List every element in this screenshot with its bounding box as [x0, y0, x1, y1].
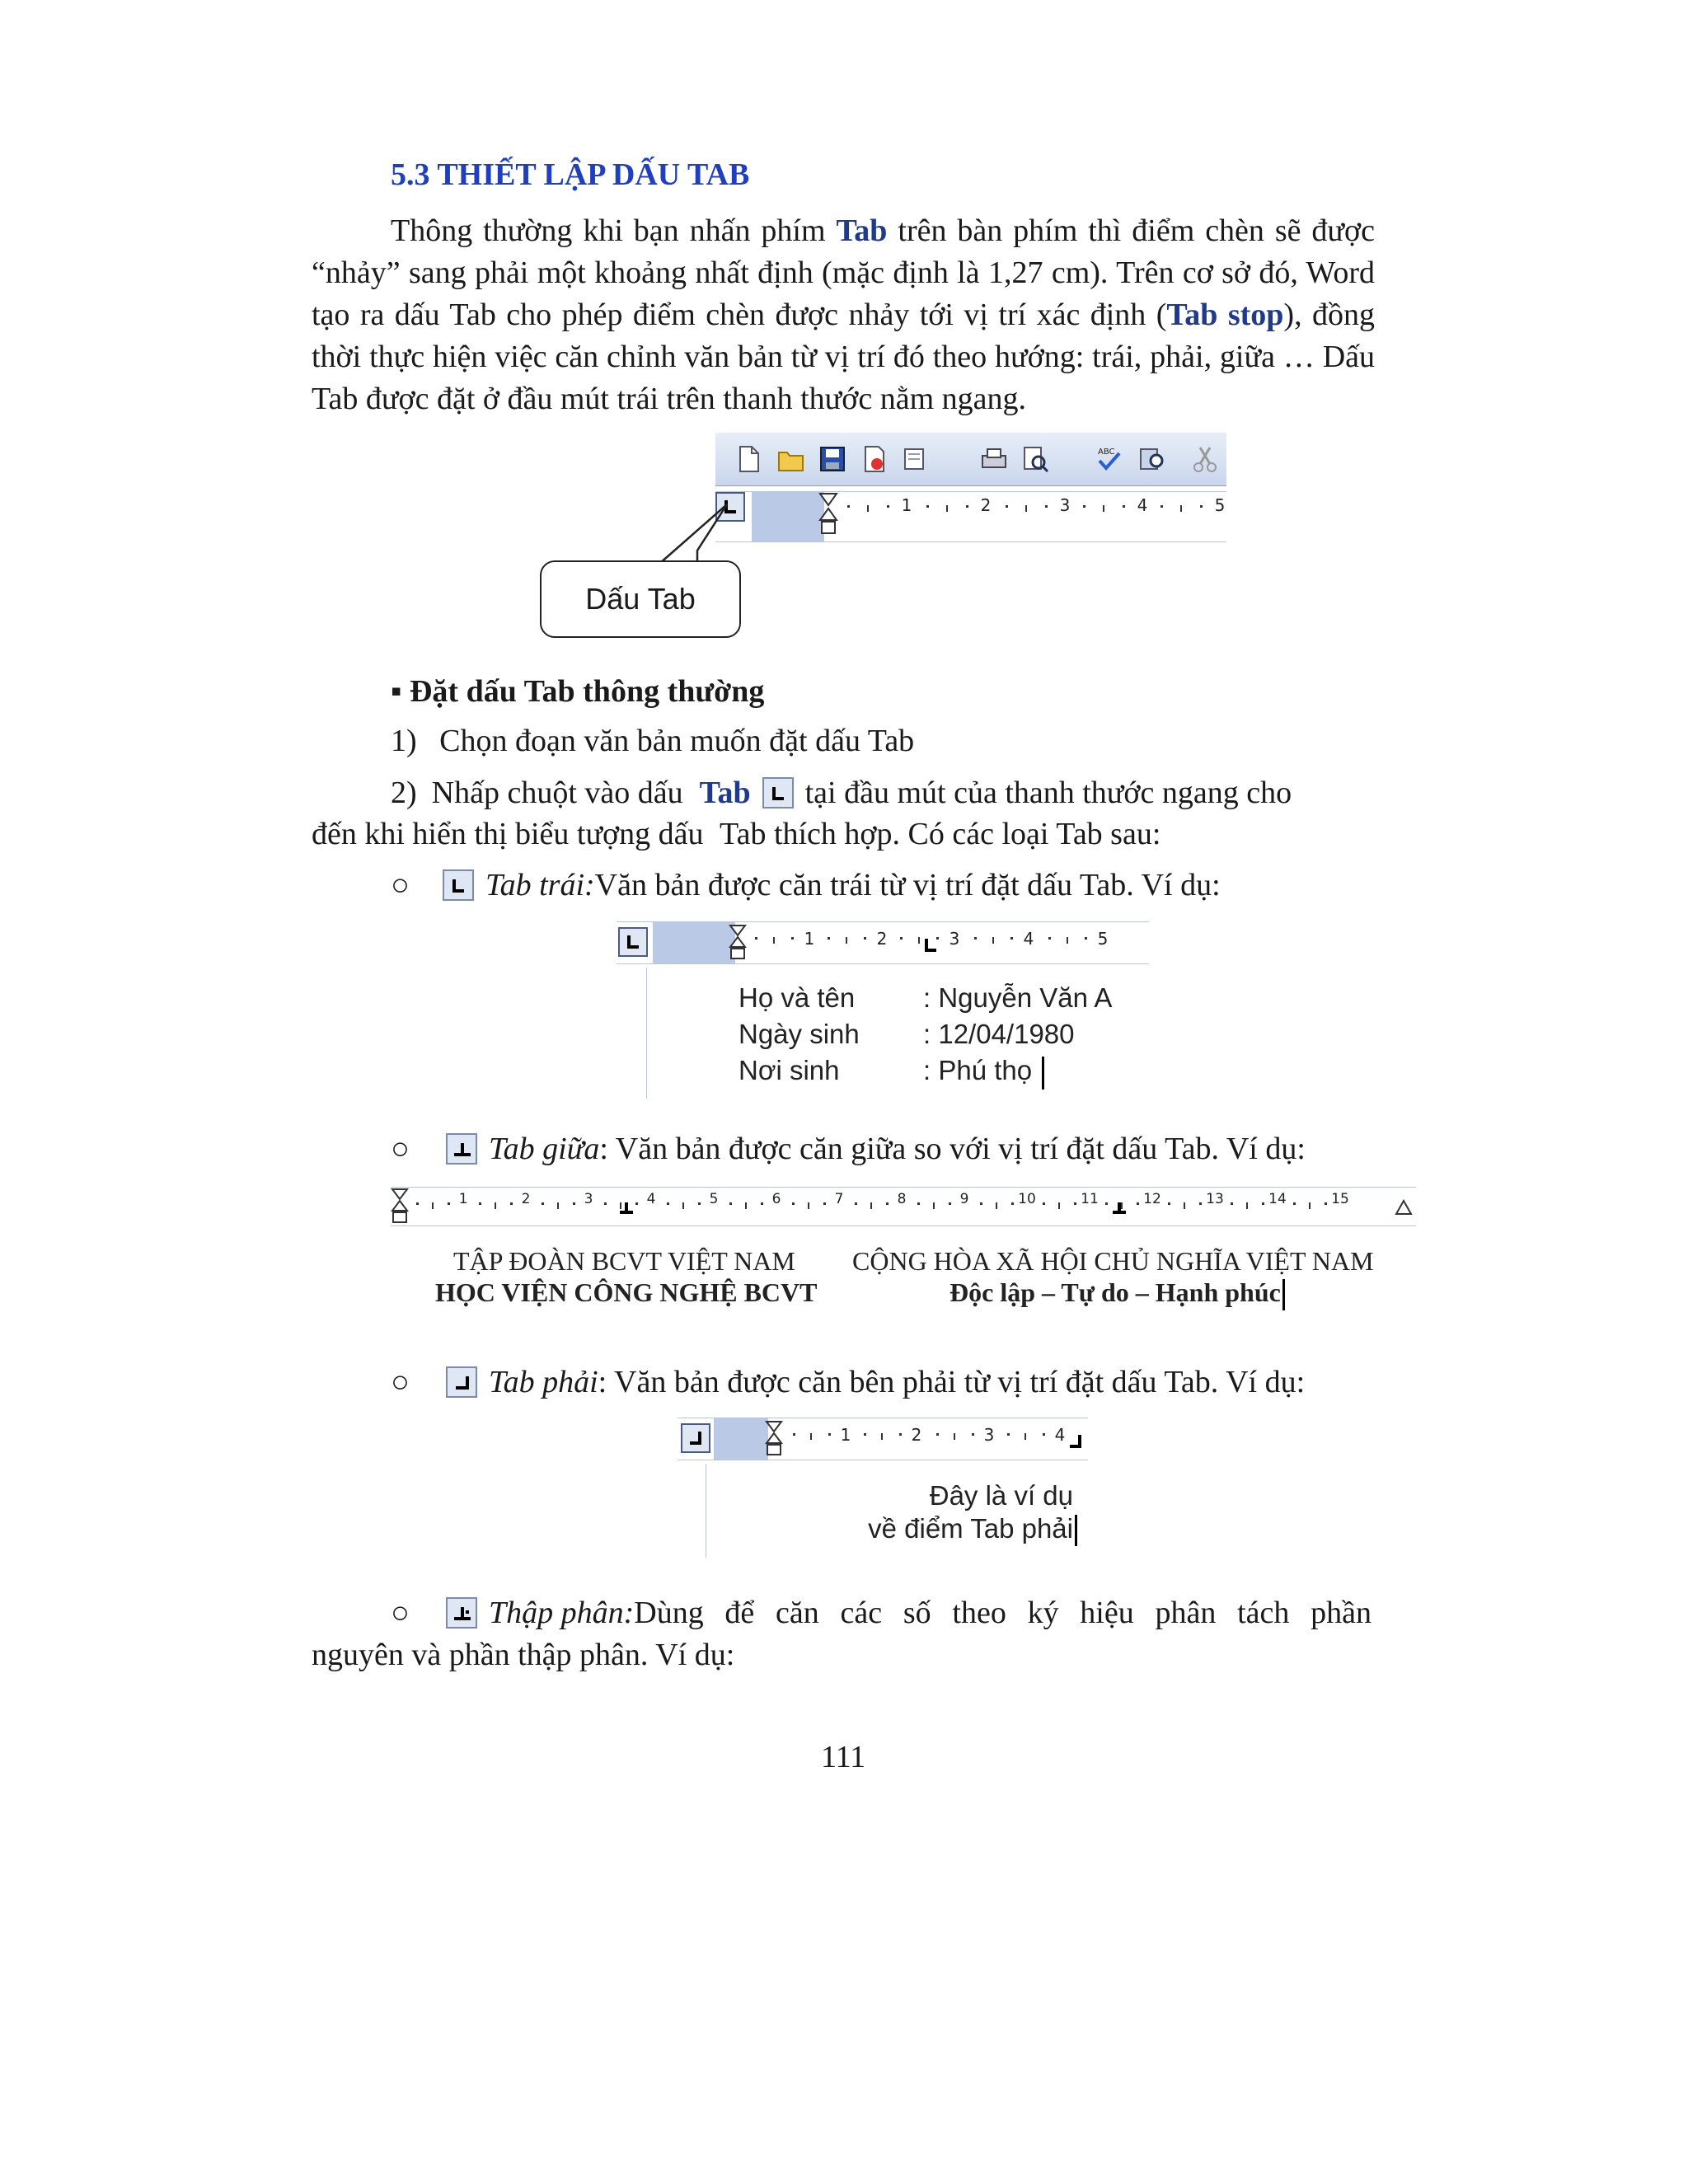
spelling-check-icon[interactable]	[1095, 444, 1124, 474]
step-1-number: 1)	[391, 724, 417, 758]
ruler-tick	[887, 505, 889, 508]
ruler-tick	[1085, 937, 1087, 940]
ruler-tick	[773, 937, 775, 944]
ruler-tick	[936, 937, 939, 940]
ruler-tick	[847, 505, 850, 508]
ruler-tick	[1123, 505, 1125, 508]
ruler-tick	[974, 937, 977, 940]
ruler-tick	[966, 505, 968, 508]
ruler-tick	[1043, 1202, 1045, 1205]
ruler-tick	[1121, 1202, 1123, 1209]
ruler-num: 1	[840, 1425, 851, 1445]
ruler-tick	[846, 937, 847, 944]
ruler-tick	[791, 937, 794, 940]
ruler-tick	[886, 1202, 889, 1205]
ruler-num: 15	[1331, 1191, 1349, 1207]
tab-decimal-desc: Dùng để căn các số theo ký hiệu phân tách phần	[634, 1596, 1372, 1630]
subsection-title	[391, 673, 764, 710]
step-1-text: Chọn đoạn văn bản muốn đặt dấu Tab	[439, 724, 915, 758]
ruler-tick	[933, 1202, 935, 1209]
step-2-number: 2)	[391, 776, 417, 810]
tab-center-name: Tab giữa	[488, 1132, 600, 1166]
step-1	[391, 723, 914, 759]
ruler-num: 2	[980, 495, 992, 515]
zoom-preview-icon[interactable]	[1020, 444, 1050, 474]
step-2-text-b: tại đầu mút của thanh thước ngang cho	[804, 776, 1292, 810]
label-birthplace: Nơi sinh	[738, 1055, 840, 1085]
ruler-tick	[432, 1202, 434, 1209]
print-preview-icon[interactable]	[900, 444, 930, 474]
ruler-tick	[864, 1433, 866, 1436]
indent-marker-icon[interactable]	[765, 1420, 785, 1462]
ruler-tick	[810, 1433, 812, 1440]
ruler-num: 11	[1081, 1191, 1099, 1207]
ruler-num: 8	[897, 1191, 907, 1207]
ruler-tick	[635, 1202, 638, 1205]
ruler-tick	[1160, 505, 1163, 508]
ruler-tick	[855, 1202, 857, 1205]
step-2-line1	[391, 775, 1372, 811]
tab-selector-right-icon[interactable]	[681, 1423, 710, 1453]
tab-center-type-icon	[446, 1133, 477, 1165]
ruler-num: 5	[709, 1191, 719, 1207]
page-number: 111	[821, 1740, 866, 1774]
center-tab-stop-icon[interactable]	[1111, 1199, 1128, 1220]
ruler-num: 4	[1054, 1425, 1066, 1445]
ruler-tick	[479, 1202, 481, 1205]
word-toolbar	[715, 433, 1226, 486]
ruler-num: 5	[1214, 495, 1226, 515]
ruler-tick	[604, 1202, 607, 1205]
subsection-title-text: Đặt dấu Tab thông thường	[409, 674, 765, 709]
ruler-tick	[808, 1202, 809, 1209]
step-2-keyword-tab: Tab	[699, 776, 751, 810]
ruler-tick	[1007, 1433, 1010, 1436]
ruler-tick	[1058, 1202, 1060, 1209]
ruler-tick	[949, 1202, 951, 1205]
right-aligned-line-1: Đây là ví dụ	[929, 1480, 1073, 1511]
ruler-tick	[917, 1202, 920, 1205]
circle-bullet: ○	[391, 868, 410, 902]
org-line-1: TẬP ĐOÀN BCVT VIỆT NAM	[453, 1246, 795, 1276]
ruler-num: 4	[1137, 495, 1148, 515]
ruler-tick	[1103, 505, 1104, 512]
tab-right-desc: : Văn bản được căn bên phải từ vị trí đặt dấu Tab. Ví dụ:	[598, 1365, 1306, 1399]
tab-left-example	[617, 921, 1149, 1099]
tab-right-example	[678, 1418, 1088, 1558]
ruler-tick	[1025, 505, 1027, 512]
tab-decimal-item	[391, 1595, 1372, 1631]
tab-left-name: Tab trái:	[485, 868, 595, 902]
ruler-tick	[1200, 505, 1203, 508]
tab-decimal-type-icon	[446, 1597, 477, 1629]
intro-keyword-tab-stop: Tab stop	[1166, 298, 1284, 332]
tab-center-desc: : Văn bản được căn giữa so với vị trí đặt dấu Tab. Ví dụ:	[599, 1132, 1306, 1166]
right-tab-stop-icon[interactable]	[1068, 1433, 1083, 1454]
ruler-num: 4	[1023, 929, 1034, 949]
ruler-tick	[1199, 1202, 1202, 1205]
ruler-num: 3	[949, 929, 960, 949]
ruler-tick	[1067, 937, 1068, 944]
ruler-num: 1	[458, 1191, 468, 1207]
left-tab-stop-icon[interactable]	[923, 937, 938, 958]
ruler-tick	[793, 1433, 795, 1436]
ruler-num: 9	[959, 1191, 969, 1207]
ruler-tick	[1105, 1202, 1108, 1205]
nation-line-1: CỘNG HÒA XÃ HỘI CHỦ NGHĨA VIỆT NAM	[852, 1246, 1374, 1276]
tab-decimal-name: Thập phân:	[488, 1596, 635, 1630]
ruler-tick	[1025, 1433, 1026, 1440]
circle-bullet: ○	[391, 1365, 410, 1399]
step-2-text-d: Tab thích hợp. Có các loại Tab sau:	[720, 817, 1161, 851]
ruler-tick	[448, 1202, 450, 1205]
ruler-tick	[980, 1202, 982, 1205]
ruler-tick	[972, 1433, 974, 1436]
ruler-tick	[1309, 1202, 1311, 1209]
intro-text-3: ), đồng thời thực hiện việc căn chỉnh văn bản từ vị trí đó theo hướng: trái, phải, giữa … Dấu Tab được đặt ở đầu mút trái trên thanh thước nằm ngang.	[312, 298, 1376, 416]
ruler-tick	[698, 1202, 701, 1205]
ruler-tick	[1045, 505, 1048, 508]
ruler-num: 12	[1143, 1191, 1161, 1207]
research-icon[interactable]	[1137, 444, 1167, 474]
tab-selector-left-icon[interactable]	[618, 927, 648, 957]
intro-text-1: Thông thường khi bạn nhấn phím	[391, 213, 837, 248]
text-cursor	[1075, 1515, 1077, 1546]
step-2-text-a: Nhấp chuột vào dấu	[431, 776, 683, 810]
nation-line-2: Độc lập – Tự do – Hạnh phúc	[950, 1277, 1281, 1307]
horizontal-ruler-3	[391, 1187, 1416, 1226]
ruler-num: 1	[804, 929, 815, 949]
ruler-tick	[1010, 937, 1013, 940]
ruler-tick	[1048, 937, 1051, 940]
tab-left-type-icon	[443, 869, 474, 901]
indent-marker-icon[interactable]	[818, 492, 840, 542]
intro-paragraph	[312, 210, 1375, 420]
tab-right-item	[391, 1364, 1305, 1400]
value-birthplace: : Phú thọ	[923, 1055, 1033, 1085]
permission-icon[interactable]	[859, 444, 889, 474]
ruler-tick	[823, 1202, 826, 1205]
ruler-tick	[1293, 1202, 1296, 1205]
ruler-tick	[729, 1202, 732, 1205]
ruler-tick	[495, 1202, 496, 1209]
ruler-tick	[867, 505, 869, 512]
ruler-tick	[918, 937, 920, 944]
ruler-tick	[761, 1202, 763, 1205]
label-birthdate: Ngày sinh	[738, 1019, 860, 1049]
tab-decimal-desc-line2: nguyên và phần thập phân. Ví dụ:	[312, 1638, 735, 1672]
ruler-tick	[682, 1202, 684, 1209]
ruler-num: 3	[584, 1191, 593, 1207]
ruler-tick	[1006, 505, 1008, 508]
ruler-tick	[992, 937, 994, 944]
ruler-tick	[1180, 505, 1182, 512]
text-cursor	[1042, 1057, 1044, 1090]
ruler-tick	[946, 505, 948, 512]
ruler-tick	[510, 1202, 513, 1205]
ruler-num: 14	[1268, 1191, 1287, 1207]
label-name: Họ và tên	[738, 982, 856, 1013]
ruler-num: 2	[876, 929, 888, 949]
print-icon[interactable]	[979, 444, 1009, 474]
intro-keyword-tab: Tab	[836, 213, 888, 248]
vertical-ruler	[618, 968, 647, 1099]
value-birthdate: : 12/04/1980	[923, 1019, 1075, 1049]
ruler-tick	[1011, 1202, 1014, 1205]
ruler-num: 4	[646, 1191, 656, 1207]
right-indent-icon[interactable]	[1395, 1199, 1413, 1221]
ruler-num: 3	[983, 1425, 995, 1445]
ruler-tick	[870, 1202, 872, 1209]
right-aligned-line-2: về điểm Tab phải	[868, 1513, 1073, 1544]
cut-icon[interactable]	[1190, 444, 1220, 474]
ruler-num: 2	[521, 1191, 531, 1207]
ruler-tick	[792, 1202, 795, 1205]
square-bullet: ▪	[391, 674, 402, 709]
horizontal-ruler-4	[678, 1418, 1088, 1460]
text-cursor	[1282, 1279, 1285, 1310]
ruler-tick	[1083, 505, 1085, 508]
callout-tab-marker: Dấu Tab	[540, 560, 741, 638]
ruler-tick	[1184, 1202, 1185, 1209]
tab-right-type-icon	[446, 1366, 477, 1398]
ruler-tick	[996, 1202, 997, 1209]
intro-text-2: trên bàn phím thì điểm chèn sẽ được “nhảy” sang phải một khoảng nhất định (mặc định là 1,27 cm). Trên cơ sở đó, Word tạo ra dấu Tab cho phép điểm chèn được nhảy tới vị trí xác định (	[312, 213, 1375, 332]
ruler-tick	[1168, 1202, 1170, 1205]
circle-bullet: ○	[391, 1596, 410, 1630]
ruler-tick	[1137, 1202, 1139, 1205]
step-2-text-c: đến khi hiển thị biểu tượng dấu	[312, 817, 704, 851]
svg-text:ABC: ABC	[1098, 448, 1115, 457]
save-icon[interactable]	[818, 444, 847, 474]
ruler-tick	[900, 937, 903, 940]
ruler-tick	[954, 1433, 955, 1440]
ruler-tick	[828, 1433, 831, 1436]
ruler-num: 1	[901, 495, 912, 515]
ruler-num: 2	[911, 1425, 922, 1445]
ruler-tick	[926, 505, 929, 508]
ruler-tick	[881, 1433, 883, 1440]
vertical-ruler	[681, 1464, 706, 1558]
ruler-num: 7	[834, 1191, 844, 1207]
tab-left-icon[interactable]	[762, 777, 794, 808]
ruler-tick	[1325, 1202, 1327, 1205]
ruler-tick	[667, 1202, 669, 1205]
horizontal-ruler-1	[715, 491, 1226, 542]
open-folder-icon[interactable]	[776, 444, 806, 474]
ruler-tick	[755, 937, 757, 940]
value-name: : Nguyễn Văn A	[923, 982, 1113, 1013]
ruler-tick	[416, 1202, 419, 1205]
ruler-tick	[557, 1202, 559, 1209]
ruler-tick	[828, 937, 830, 940]
ruler-num: 10	[1018, 1191, 1036, 1207]
ruler-tick	[1231, 1202, 1233, 1205]
ruler-tick	[542, 1202, 544, 1205]
ruler-tick	[899, 1433, 902, 1436]
ruler-num: 3	[1059, 495, 1071, 515]
ruler-tick	[745, 1202, 747, 1209]
ruler-num: 13	[1206, 1191, 1224, 1207]
org-line-2: HỌC VIỆN CÔNG NGHỆ BCVT	[435, 1277, 818, 1307]
circle-bullet: ○	[391, 1132, 410, 1166]
ruler-tick	[1074, 1202, 1076, 1205]
ruler-tick	[936, 1433, 939, 1436]
ruler-tick	[573, 1202, 575, 1205]
ruler-tick	[1262, 1202, 1264, 1205]
ruler-tick	[620, 1202, 621, 1209]
tab-left-desc: Văn bản được căn trái từ vị trí đặt dấu Tab. Ví dụ:	[594, 868, 1221, 902]
ruler-tick	[1043, 1433, 1045, 1436]
ruler-num: 5	[1097, 929, 1109, 949]
tab-left-item	[391, 867, 1221, 903]
section-heading: 5.3 THIẾT LẬP DẤU TAB	[391, 157, 750, 192]
tab-right-name: Tab phải	[488, 1365, 598, 1399]
horizontal-ruler-2	[617, 921, 1149, 964]
step-2-line2	[312, 816, 1160, 852]
indent-marker-icon[interactable]	[391, 1188, 409, 1230]
ruler-tick	[1246, 1202, 1248, 1209]
tab-center-item	[391, 1131, 1306, 1167]
new-document-icon[interactable]	[734, 444, 763, 474]
ruler-tick	[864, 937, 866, 940]
indent-marker-icon[interactable]	[729, 924, 748, 966]
ruler-num: 6	[771, 1191, 781, 1207]
